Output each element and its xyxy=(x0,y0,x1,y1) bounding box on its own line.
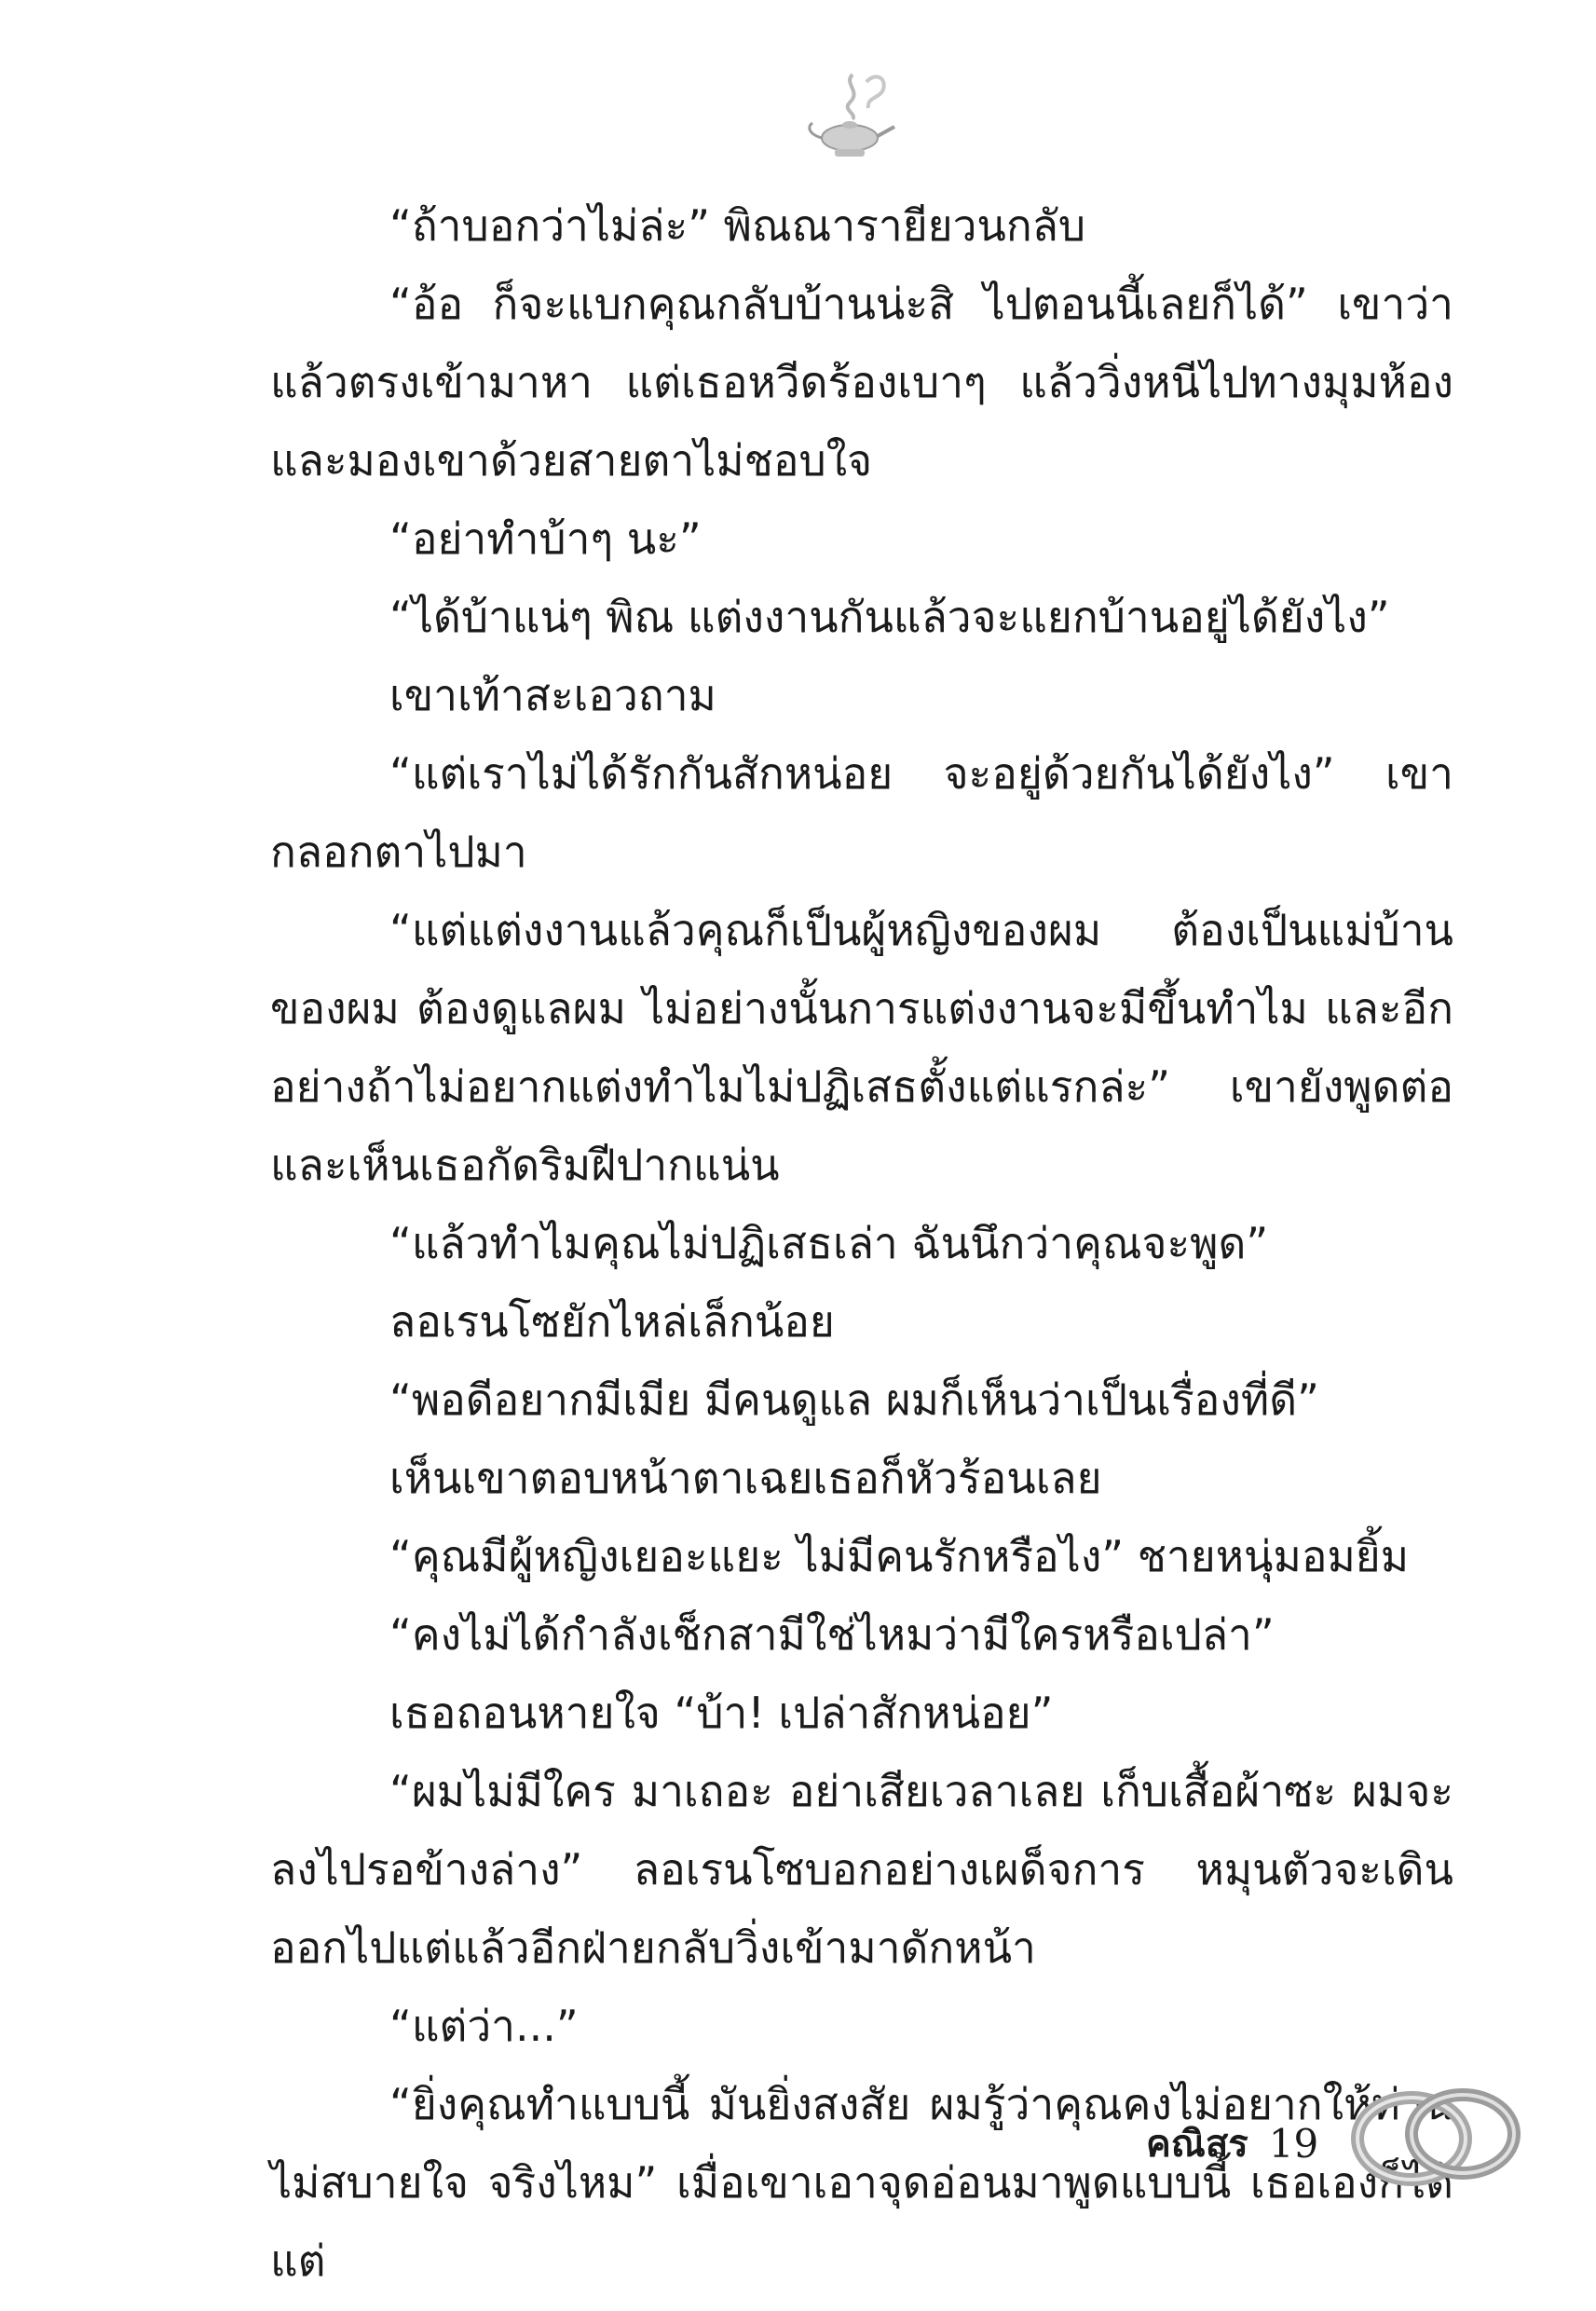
page-number: 19 xyxy=(1268,2120,1319,2167)
paragraph: “ผมไม่มีใคร มาเถอะ อย่าเสียเวลาเลย เก็บเสื้อผ้าซะ ผมจะลงไปรอข้างล่าง” ลอเรนโซบอกอย่างเผด็จการ หมุนตัวจะเดินออกไปแต่แล้วอีกฝ่ายกลับวิ่งเข้ามาดักหน้า xyxy=(270,1766,1453,1973)
page-footer xyxy=(1146,2097,1318,2190)
book-title: คณิสร xyxy=(1146,2123,1248,2166)
paragraph: “ยิ่งคุณทำแบบนี้ มันยิ่งสงสัย ผมรู้ว่าคุณคงไม่อยากให้ท่านไม่สบายใจ จริงไหม” เมื่อเขาเอาจุดอ่อนมาพูดแบบนี้ เธอเองก็ได้แต่ xyxy=(270,2079,1453,2286)
paragraph: “คุณมีผู้หญิงเยอะแยะ ไม่มีคนรักหรือไง” ชายหนุ่มอมยิ้ม xyxy=(389,1531,1410,1581)
paragraph: เธอถอนหายใจ “บ้า! เปล่าสักหน่อย” xyxy=(389,1688,1054,1738)
paragraph: “อย่าทำบ้าๆ นะ” xyxy=(389,513,702,564)
paragraph: “ได้บ้าแน่ๆ พิณ แต่งงานกันแล้วจะแยกบ้านอยู่ได้ยังไง” xyxy=(389,592,1390,642)
paragraph: “แต่แต่งงานแล้วคุณก็เป็นผู้หญิงของผม ต้องเป็นแม่บ้านของผม ต้องดูแลผม ไม่อย่างนั้นการแต่งงานจะมีขึ้นทำไม และอีกอย่างถ้าไม่อยากแต่งทำไมไม่ปฏิเสธตั้งแต่แรกล่ะ” เขายังพูดต่อและเห็นเธอกัดริมฝีปากแน่น xyxy=(270,905,1453,1190)
paragraph: “พอดีอยากมีเมีย มีคนดูแล ผมก็เห็นว่าเป็นเรื่องที่ดี” xyxy=(389,1374,1319,1425)
genie-lamp-icon xyxy=(801,65,904,168)
paragraph: “ถ้าบอกว่าไม่ล่ะ” พิณณารายียวนกลับ xyxy=(389,200,1086,251)
paragraph: ลอเรนโซยักไหล่เล็กน้อย xyxy=(389,1296,835,1347)
paragraph: “แต่เราไม่ได้รักกันสักหน่อย จะอยู่ด้วยกันได้ยังไง” เขากลอกตาไปมา xyxy=(270,748,1453,877)
paragraph: “แล้วทำไมคุณไม่ปฏิเสธเล่า ฉันนึกว่าคุณจะพูด” xyxy=(389,1218,1269,1268)
paragraph: เห็นเขาตอบหน้าตาเฉยเธอก็หัวร้อนเลย xyxy=(389,1453,1102,1503)
paragraph: “คงไม่ได้กำลังเช็กสามีใช่ไหมว่ามีใครหรือเปล่า” xyxy=(389,1609,1275,1660)
paragraph: เขาเท้าสะเอวถาม xyxy=(389,670,716,720)
wedding-rings-icon xyxy=(1342,2069,1528,2199)
paragraph: “อ้อ ก็จะแบกคุณกลับบ้านน่ะสิ ไปตอนนี้เลยก็ได้” เขาว่าแล้วตรงเข้ามาหา แต่เธอหวีดร้องเบาๆ แล้ววิ่งหนีไปทางมุมห้องและมองเขาด้วยสายตาไม่ชอบใจ xyxy=(270,279,1453,485)
body-text xyxy=(270,186,1453,2300)
paragraph: “แต่ว่า...” xyxy=(389,2001,579,2051)
